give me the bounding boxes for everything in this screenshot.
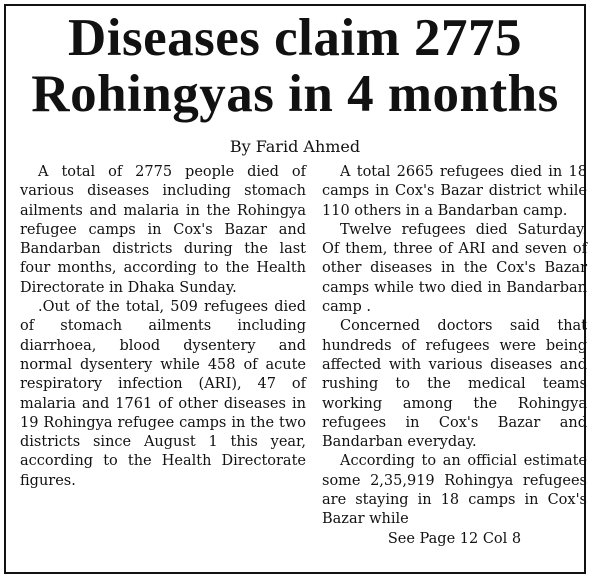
byline: By Farid Ahmed [229,137,361,156]
paragraph: .Out of the total, 509 refugees died of stomach ailments including diarrhoea, blood dysentery and normal dysentery while 458 of acute respiratory infection (ARI), 47 of malaria and 1761 of other diseases in 19 Rohingya refugee camps in the two districts since August 1 this year, according to the Health Directorate figures. [20,299,306,489]
paragraph: A total of 2775 people died of various diseases including stomach ailments and malaria in the Rohingya refugee camps in Cox's Bazar and Bandarban districts during the last four months, according to the Health Directorate in Dhaka Sunday. [20,164,306,296]
headline [6,10,584,122]
paragraph: Twelve refugees died Saturday. Of them, three of ARI and seven of other diseases in the Cox's Bazar camps while two died in Bandarban camp . [322,221,587,316]
headline-line-2: Rohingyas in 4 months [31,65,559,123]
paragraph: A total 2665 refugees died in 18 camps in Cox's Bazar district while 110 others in a Bandarban camp. [322,164,587,219]
left-column [20,163,306,491]
continuation-reference: See Page 12 Col 8 [387,530,522,547]
news-clipping [4,4,586,574]
paragraph: Concerned doctors said that hundreds of refugees were being affected with various diseases and rushing to the medical teams working among the Rohingya refugees in Cox's Bazar and Bandarban everyday. [322,318,587,451]
headline-line-1: Diseases claim 2775 [67,9,523,67]
paragraph: According to an official estimate some 2,35,919 Rohingya refugees are staying in 18 camps in Cox's Bazar while [322,453,587,528]
right-column [322,163,587,549]
